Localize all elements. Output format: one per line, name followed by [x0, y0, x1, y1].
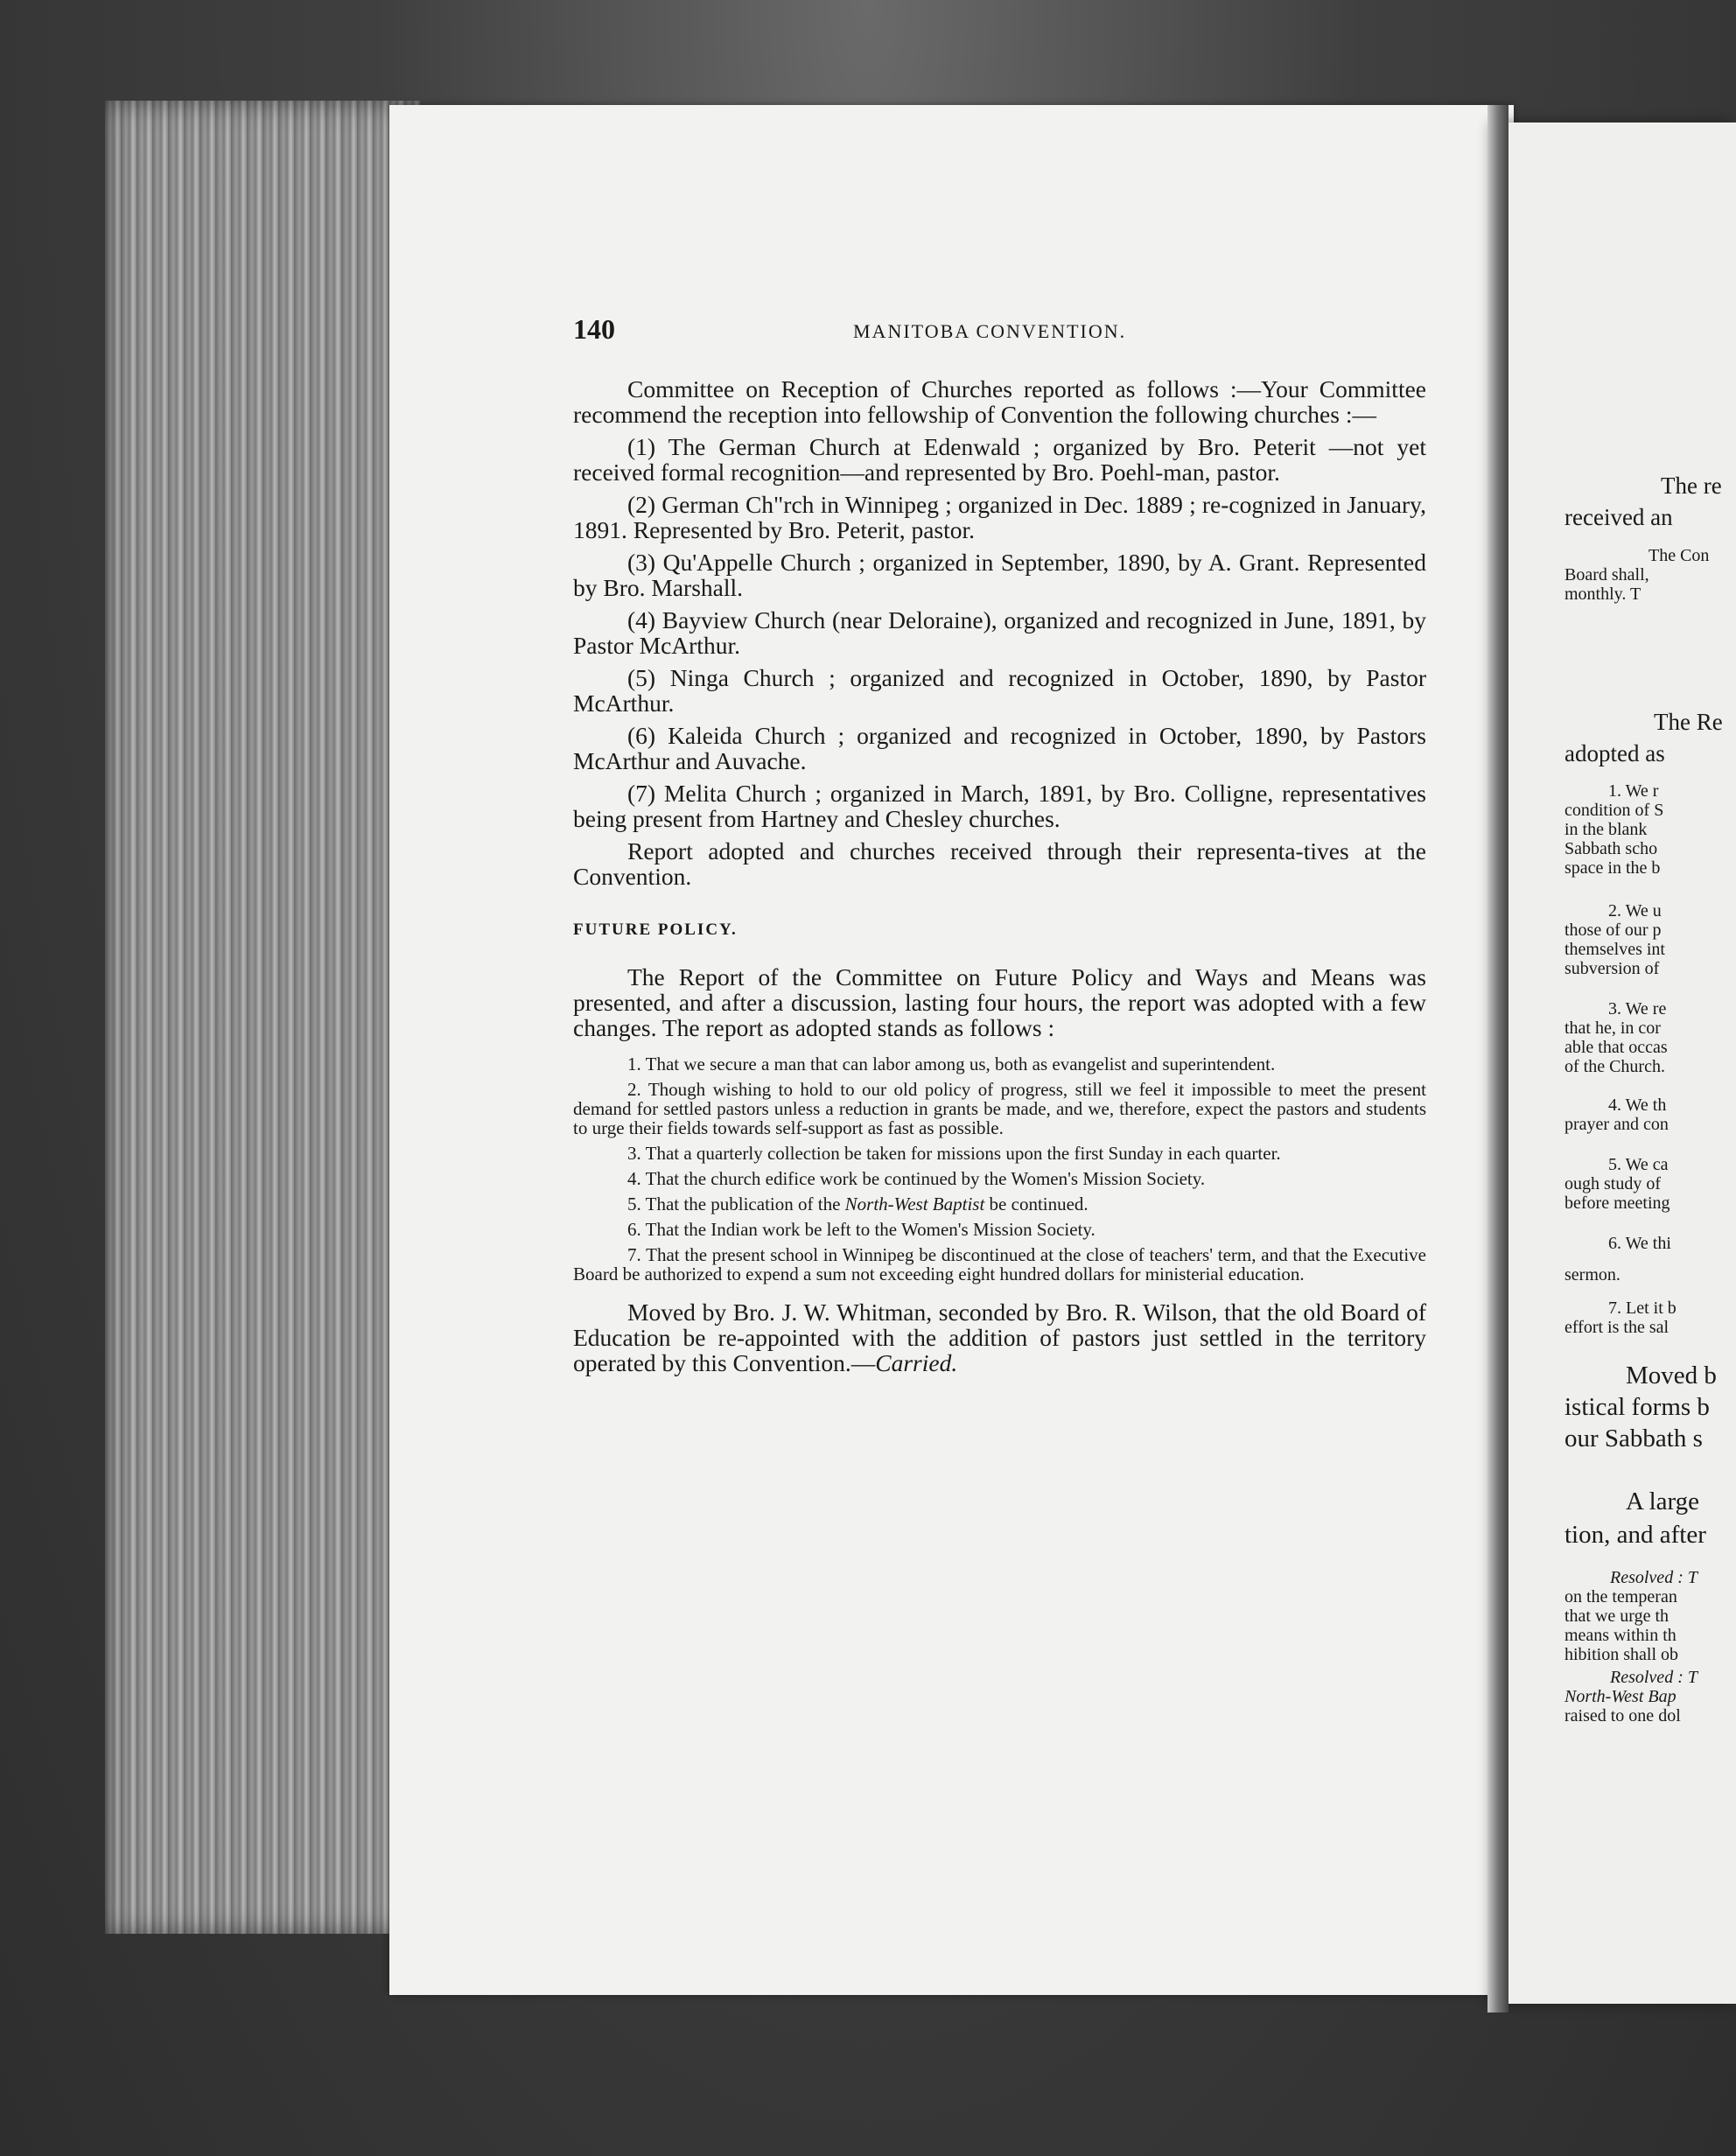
church-item: (4) Bayview Church (near Deloraine), organized and recognized in June, 1891, by Pastor McArthur.: [573, 606, 1426, 659]
right-page-fragment: on the temperan: [1564, 1587, 1677, 1606]
right-page-fragment: 1. We r: [1608, 781, 1659, 801]
church-item: (1) The German Church at Edenwald ; organized by Bro. Peterit —not yet received formal recognition—and represented by Bro. Poehl-man, pastor.: [573, 433, 1426, 486]
publication-title: North-West Baptist: [844, 1194, 985, 1214]
right-page-fragment: 4. We th: [1608, 1096, 1667, 1115]
report-adopted-paragraph: Report adopted and churches received through their representa-tives at the Convention.: [573, 837, 1426, 890]
church-item: (5) Ninga Church ; organized and recognized in October, 1890, by Pastor McArthur.: [573, 664, 1426, 717]
right-page-fragment: condition of S: [1564, 801, 1664, 820]
right-page-fragment: subversion of: [1564, 959, 1660, 978]
right-page-fragment: adopted as: [1564, 740, 1665, 766]
right-page-fragment: ough study of: [1564, 1174, 1661, 1194]
running-title: MANITOBA CONVENTION.: [853, 320, 1127, 342]
right-page-fragment: 3. We re: [1608, 999, 1667, 1018]
church-item: (7) Melita Church ; organized in March, 1891, by Bro. Colligne, representatives being present from Hartney and Chesley churches.: [573, 780, 1426, 832]
right-page-fragment: tion, and after: [1564, 1521, 1706, 1549]
right-page-fragment: The Con: [1648, 546, 1710, 565]
right-page-fragment: of the Church.: [1564, 1057, 1665, 1076]
right-page-fragment: space in the b: [1564, 858, 1661, 878]
right-page-fragment: themselves int: [1564, 940, 1665, 959]
right-page-fragment: 7. Let it b: [1608, 1298, 1676, 1318]
right-page-fragment: sermon.: [1564, 1265, 1620, 1284]
policy-item: 4. That the church edifice work be continued by the Women's Mission Society.: [627, 1168, 1206, 1189]
right-page-fragment: raised to one dol: [1564, 1706, 1681, 1726]
main-text-column: [573, 376, 1426, 1376]
right-page-fragment: that he, in cor: [1564, 1018, 1661, 1038]
policy-item: [573, 1194, 1426, 1214]
right-page-fragment: 2. We u: [1608, 901, 1662, 920]
right-page-fragment: 6. We thi: [1608, 1234, 1671, 1253]
right-page-fragment: The re: [1661, 472, 1722, 499]
policy-item: 2. Though wishing to hold to our old policy of progress, still we feel it impossible to meet the present demand for settled pastors unless a reduction in grants be made, and we, therefore, expect the pastors and students to urge their fields towards self-support as fast as possible.: [573, 1079, 1426, 1138]
right-page-fragment: Resolved : T: [1610, 1668, 1698, 1687]
right-page-fragment: effort is the sal: [1564, 1318, 1670, 1337]
church-item: (2) German Ch"rch in Winnipeg ; organized in Dec. 1889 ; re-cognized in January, 1891. Represented by Bro. Peterit, pastor.: [573, 491, 1426, 543]
policy-item: 6. That the Indian work be left to the Women's Mission Society.: [627, 1219, 1096, 1240]
page-number: 140: [573, 313, 615, 345]
policy-item: 3. That a quarterly collection be taken for missions upon the first Sunday in each quarter.: [627, 1143, 1281, 1164]
right-page-fragment: A large: [1626, 1488, 1700, 1516]
policy-item: 1. That we secure a man that can labor among us, both as evangelist and superintendent.: [627, 1054, 1276, 1074]
policy-item-5-suffix: be continued.: [984, 1194, 1088, 1214]
policy-item-5-prefix: 5. That the publication of the: [627, 1194, 845, 1214]
right-page-fragment: hibition shall ob: [1564, 1645, 1678, 1664]
right-page-fragment: in the blank: [1564, 820, 1648, 839]
running-header: [573, 313, 1426, 348]
right-page-fragment: our Sabbath s: [1564, 1424, 1703, 1452]
right-page-fragment: 5. We ca: [1608, 1155, 1669, 1174]
right-page-fragment: Resolved : T: [1610, 1568, 1698, 1587]
right-page-fragment: istical forms b: [1564, 1393, 1710, 1421]
book-page-edges: [105, 101, 420, 1934]
right-page-fragment: those of our p: [1564, 920, 1662, 940]
right-page-fragment: means within th: [1564, 1626, 1676, 1645]
motion-text: Moved by Bro. J. W. Whitman, seconded by Bro. R. Wilson, that the old Board of Education be re-appointed with the addition of pastors just settled in the territory operated by this Convention.—: [573, 1298, 1426, 1376]
right-page-fragment: able that occas: [1564, 1038, 1668, 1057]
policy-intro-paragraph: The Report of the Committee on Future Policy and Ways and Means was presented, and after a discussion, lasting four hours, the report was adopted with a few changes. The report as adopted stands as follows :: [573, 963, 1426, 1041]
right-page-fragment: Board shall,: [1564, 565, 1649, 584]
church-item: (3) Qu'Appelle Church ; organized in September, 1890, by A. Grant. Represented by Bro. Marshall.: [573, 549, 1426, 601]
motion-paragraph: [573, 1299, 1426, 1376]
right-page-fragment: monthly. T: [1564, 584, 1642, 604]
right-page-fragment: received an: [1564, 504, 1673, 530]
motion-result: Carried.: [875, 1349, 958, 1376]
right-page-fragment: prayer and con: [1564, 1115, 1669, 1134]
right-page-fragment: Moved b: [1626, 1362, 1717, 1390]
right-page-fragment: Sabbath scho: [1564, 839, 1658, 858]
section-heading: FUTURE POLICY.: [573, 920, 738, 939]
right-page-fragment: North-West Bap: [1564, 1687, 1676, 1706]
book-gutter: [1488, 105, 1508, 2012]
intro-paragraph: Committee on Reception of Churches reported as follows :—Your Committee recommend the reception into fellowship of Convention the following churches :—: [573, 375, 1426, 428]
right-page-fragment: that we urge th: [1564, 1606, 1670, 1626]
right-page-fragment: before meeting: [1564, 1194, 1670, 1213]
policy-item: 7. That the present school in Winnipeg be discontinued at the close of teachers' term, and that the Executive Board be authorized to expend a sum not exceeding eight hundred dollars for ministerial education.: [573, 1244, 1426, 1284]
church-item: (6) Kaleida Church ; organized and recognized in October, 1890, by Pastors McArthur and Auvache.: [573, 722, 1426, 774]
right-page-fragment: The Re: [1654, 709, 1723, 735]
